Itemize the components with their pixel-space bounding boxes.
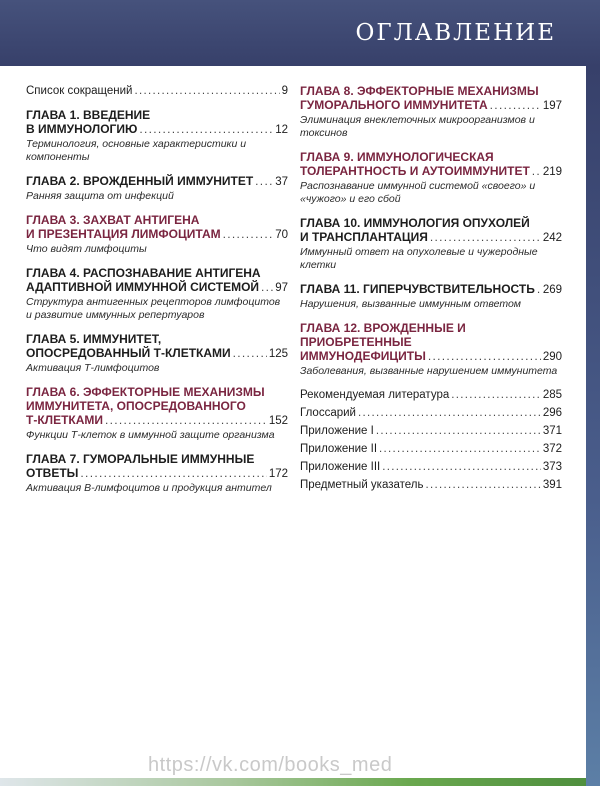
page-number: 9: [281, 85, 288, 97]
dot-leader: [358, 406, 541, 420]
bottom-decoration: [0, 778, 586, 786]
toc-entry[interactable]: [26, 84, 288, 98]
chapter-title-line: [300, 164, 562, 179]
chapter-title-line: ГЛАВА 10. ИММУНОЛОГИЯ ОПУХОЛЕЙ: [300, 216, 530, 230]
toc-entry-line: [300, 460, 562, 474]
dot-leader: [490, 98, 541, 112]
toc-chapter[interactable]: [26, 108, 288, 164]
toc-chapter[interactable]: [26, 452, 288, 495]
chapter-title-line: [26, 413, 288, 428]
dot-leader: [139, 122, 273, 136]
page-number: 197: [542, 100, 562, 112]
chapter-title-line: ГЛАВА 7. ГУМОРАЛЬНЫЕ ИММУННЫЕ: [26, 452, 255, 466]
page-number: 285: [542, 389, 562, 401]
chapter-subtitle: Функции Т-клеток в иммунной защите организма: [26, 429, 275, 441]
toc-entry[interactable]: [300, 460, 562, 474]
chapter-title-text: И ТРАНСПЛАНТАЦИЯ: [300, 230, 428, 244]
dot-leader: [134, 84, 279, 98]
chapter-subtitle: Ранняя защита от инфекций: [26, 190, 174, 202]
chapter-title-line: ГЛАВА 3. ЗАХВАТ АНТИГЕНА: [26, 213, 200, 227]
chapter-title-text: ОТВЕТЫ: [26, 466, 79, 480]
toc-right-column: [300, 84, 562, 496]
page-number: 125: [268, 348, 288, 360]
toc-entry-line: [300, 442, 562, 456]
side-decoration: [586, 66, 600, 786]
dot-leader: [451, 388, 541, 402]
chapter-title-text: АДАПТИВНОЙ ИММУННОЙ СИСТЕМОЙ: [26, 280, 260, 294]
dot-leader: [426, 478, 541, 492]
chapter-title-text: ТОЛЕРАНТНОСТЬ И АУТОИММУНИТЕТ: [300, 164, 530, 178]
chapter-title-text: Т-КЛЕТКАМИ: [26, 413, 104, 427]
chapter-subtitle: Распознавание иммунной системой «своего» и «чужого» и его сбой: [300, 180, 536, 205]
toc-entry-line: [300, 424, 562, 438]
dot-leader: [382, 460, 541, 474]
dot-leader: [80, 466, 266, 480]
toc-chapter[interactable]: [26, 266, 288, 322]
toc-entry[interactable]: [300, 388, 562, 402]
toc-chapter[interactable]: [26, 332, 288, 375]
chapter-subtitle: Элиминация внеклеточных микроорганизмов и токсинов: [300, 114, 535, 139]
chapter-title-line: ГЛАВА 8. ЭФФЕКТОРНЫЕ МЕХАНИЗМЫ: [300, 84, 539, 98]
chapter-subtitle: Активация В-лимфоцитов и продукция антител: [26, 482, 272, 494]
toc-entry[interactable]: [300, 442, 562, 456]
toc-entry[interactable]: [300, 406, 562, 420]
chapter-title-text: ГЛАВА 11. ГИПЕРЧУВСТВИТЕЛЬНОСТЬ: [300, 282, 535, 296]
chapter-title-line: ГЛАВА 9. ИММУНОЛОГИЧЕСКАЯ: [300, 150, 494, 164]
page-title: ОГЛАВЛЕНИЕ: [355, 20, 556, 46]
chapter-title-line: [300, 98, 562, 113]
toc-entry[interactable]: [300, 424, 562, 438]
dot-leader: [255, 174, 273, 188]
page-number: 12: [275, 124, 288, 136]
chapter-title-line: [26, 122, 288, 137]
toc-chapter[interactable]: [26, 385, 288, 442]
page-number: 372: [542, 443, 562, 455]
toc-entry-title: Приложение II: [300, 443, 378, 455]
toc-chapter[interactable]: [300, 150, 562, 206]
toc-entry-line: [300, 388, 562, 402]
toc-entry-title: Приложение I: [300, 425, 374, 437]
chapter-title-text: ГУМОРАЛЬНОГО ИММУНИТЕТА: [300, 98, 488, 112]
chapter-title-line: ГЛАВА 5. ИММУНИТЕТ,: [26, 332, 162, 346]
chapter-title-line: [300, 230, 562, 245]
chapter-subtitle: Иммунный ответ на опухолевые и чужеродные клетки: [300, 246, 538, 271]
toc-entry-title: Рекомендуемая литература: [300, 389, 450, 401]
dot-leader: [532, 164, 541, 178]
toc-entry-line: [300, 478, 562, 492]
page-number: 290: [542, 351, 562, 363]
toc-left-column: [26, 84, 288, 505]
chapter-title-line: [26, 227, 288, 242]
chapter-title-line: ГЛАВА 1. ВВЕДЕНИЕ: [26, 108, 151, 122]
page-number: 97: [275, 282, 288, 294]
toc-entry-title: Приложение III: [300, 461, 381, 473]
chapter-subtitle: Структура антигенных рецепторов лимфоцитов и развитие иммунных репертуаров: [26, 296, 281, 321]
chapter-subtitle: Нарушения, вызванные иммунным ответом: [300, 298, 521, 310]
chapter-title-line: [300, 282, 562, 297]
dot-leader: [428, 349, 541, 363]
chapter-title-line: ГЛАВА 4. РАСПОЗНАВАНИЕ АНТИГЕНА: [26, 266, 261, 280]
page-number: 269: [542, 284, 562, 296]
page-number: 37: [275, 176, 288, 188]
chapter-title-line: ГЛАВА 6. ЭФФЕКТОРНЫЕ МЕХАНИЗМЫ ИММУНИТЕТА, ОПОСРЕДОВАННОГО: [26, 385, 265, 413]
dot-leader: [379, 442, 541, 456]
dot-leader: [376, 424, 541, 438]
page-number: 371: [542, 425, 562, 437]
page-number: 219: [542, 166, 562, 178]
dot-leader: [233, 346, 267, 360]
toc-chapter[interactable]: [300, 84, 562, 140]
page-number: 152: [268, 415, 288, 427]
toc-chapter[interactable]: [26, 174, 288, 203]
chapter-title-line: ГЛАВА 12. ВРОЖДЕННЫЕ И ПРИОБРЕТЕННЫЕ: [300, 321, 466, 349]
header-bar: [0, 0, 600, 66]
page-number: 172: [268, 468, 288, 480]
chapter-title-text: И ПРЕЗЕНТАЦИЯ ЛИМФОЦИТАМ: [26, 227, 221, 241]
chapter-title-line: [26, 346, 288, 361]
page-number: 373: [542, 461, 562, 473]
chapter-title-text: ИММУНОДЕФИЦИТЫ: [300, 349, 426, 363]
watermark: https://vk.com/books_med: [148, 754, 393, 776]
chapter-subtitle: Активация Т-лимфоцитов: [26, 362, 160, 374]
chapter-title-line: [26, 174, 288, 189]
dot-leader: [223, 227, 274, 241]
toc-chapter[interactable]: [26, 213, 288, 256]
toc-entry-title: Список сокращений: [26, 85, 133, 97]
chapter-subtitle: Что видят лимфоциты: [26, 243, 147, 255]
toc-entry-title: Предметный указатель: [300, 479, 424, 491]
chapter-title-line: [26, 466, 288, 481]
toc-chapter[interactable]: [300, 321, 562, 378]
page-number: 242: [542, 232, 562, 244]
toc-entry[interactable]: [300, 478, 562, 492]
chapter-title-text: В ИММУНОЛОГИЮ: [26, 122, 138, 136]
dot-leader: [537, 282, 541, 296]
chapter-title-line: [300, 349, 562, 364]
dot-leader: [105, 413, 267, 427]
toc-chapter[interactable]: [300, 282, 562, 311]
toc-entry-line: [300, 406, 562, 420]
chapter-title-text: ГЛАВА 2. ВРОЖДЕННЫЙ ИММУНИТЕТ: [26, 174, 254, 188]
page-number: 296: [542, 407, 562, 419]
dot-leader: [261, 280, 273, 294]
dot-leader: [430, 230, 541, 244]
chapter-subtitle: Терминология, основные характеристики и компоненты: [26, 138, 247, 163]
page-number: 70: [275, 229, 288, 241]
chapter-title-text: ОПОСРЕДОВАННЫЙ Т-КЛЕТКАМИ: [26, 346, 231, 360]
toc-entry-title: Глоссарий: [300, 407, 356, 419]
toc-entry-line: [26, 84, 288, 98]
page-number: 391: [542, 479, 562, 491]
chapter-subtitle: Заболевания, вызванные нарушением иммунитета: [300, 365, 558, 377]
toc-chapter[interactable]: [300, 216, 562, 272]
chapter-title-line: [26, 280, 288, 295]
